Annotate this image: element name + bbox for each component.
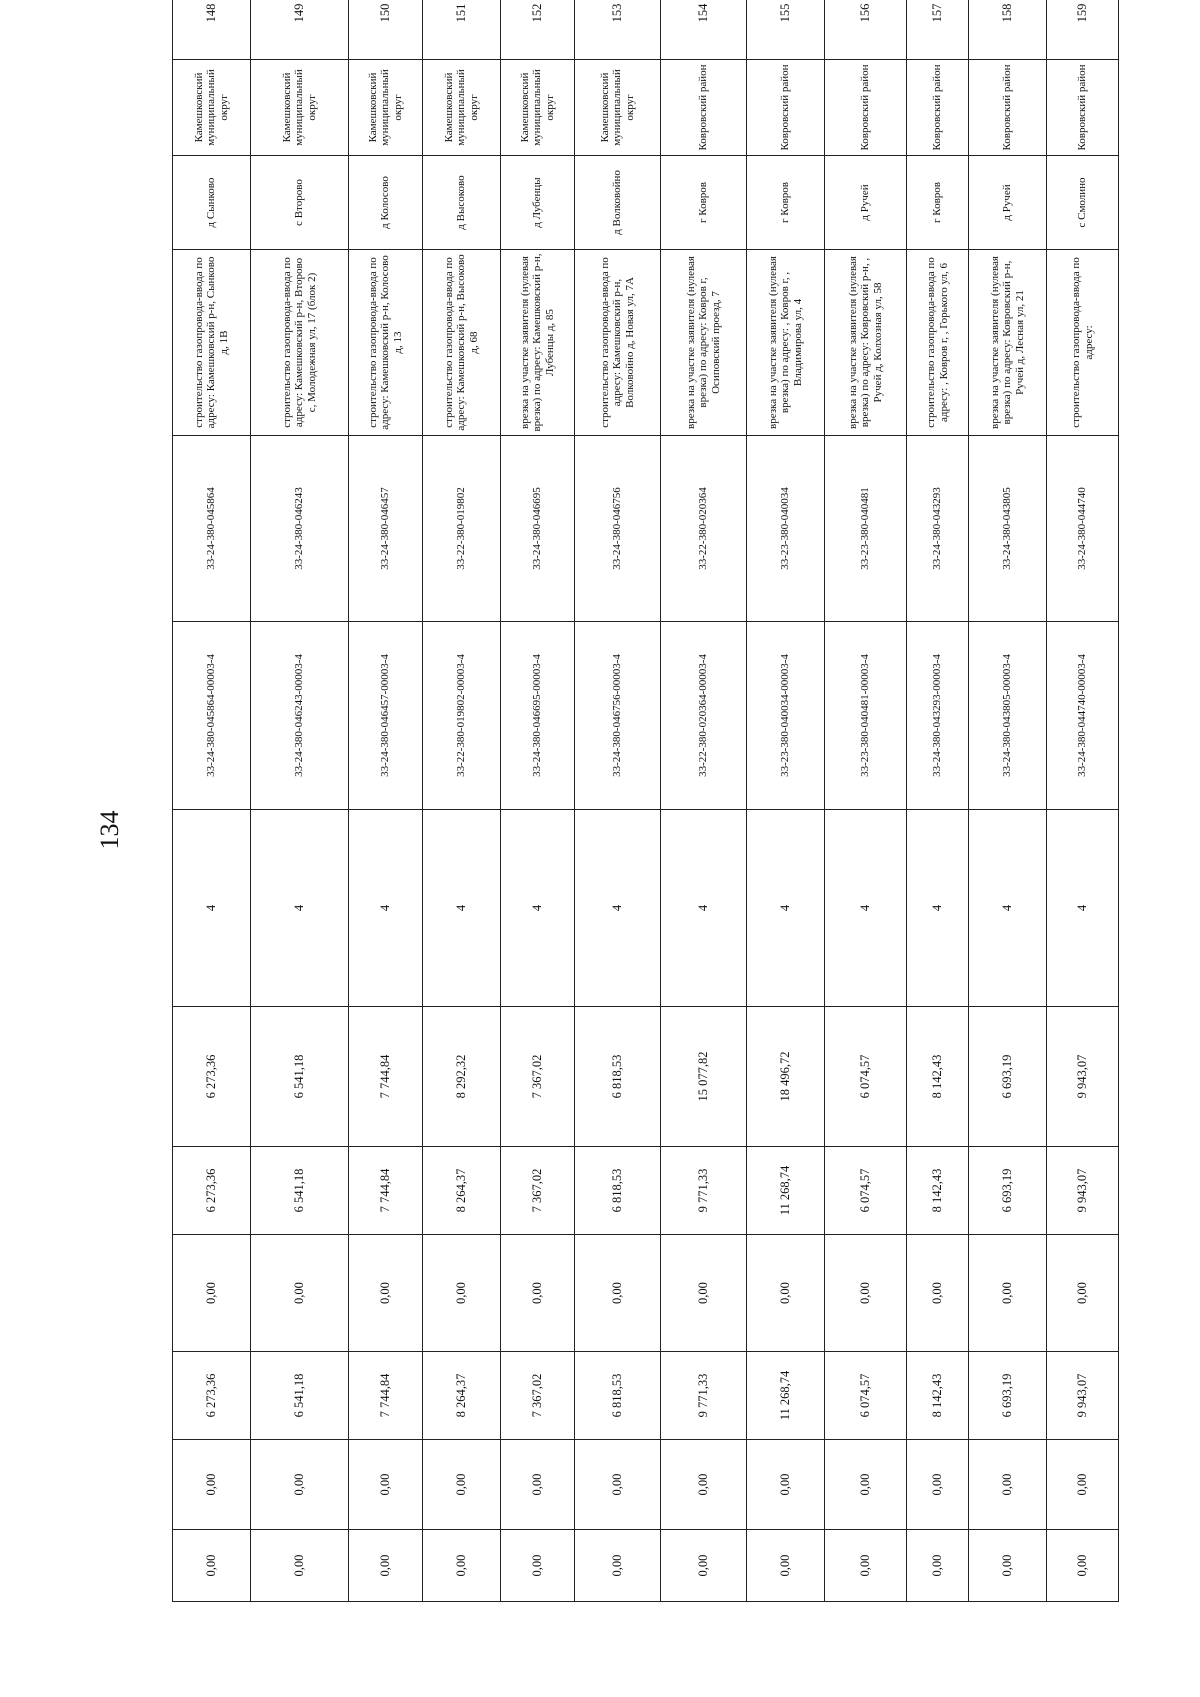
value-col-6: 0,00 <box>423 1530 501 1602</box>
table-row <box>423 0 501 1602</box>
full-code-cell: 33-24-380-046695-00003-4 <box>501 622 575 810</box>
value-col-6: 0,00 <box>969 1530 1047 1602</box>
table-row <box>825 0 907 1602</box>
value-col-2: 6 693,19 <box>969 1147 1047 1235</box>
value-col-1: 8 292,32 <box>423 1007 501 1147</box>
district-cell: Камешковский муниципальный округ <box>575 60 661 156</box>
value-col-5: 0,00 <box>501 1440 575 1530</box>
row-number-cell: 148 <box>173 0 251 60</box>
value-col-2: 6 818,53 <box>575 1147 661 1235</box>
table-row <box>501 0 575 1602</box>
value-col-4: 7 367,02 <box>501 1352 575 1440</box>
value-col-5: 0,00 <box>747 1440 825 1530</box>
value-col-4: 11 268,74 <box>747 1352 825 1440</box>
table-body <box>173 0 1119 1602</box>
value-col-1: 7 367,02 <box>501 1007 575 1147</box>
full-code-cell: 33-24-380-046756-00003-4 <box>575 622 661 810</box>
value-col-5: 0,00 <box>575 1440 661 1530</box>
category-cell: 4 <box>251 810 349 1007</box>
settlement-cell: с Смолино <box>1047 156 1119 250</box>
category-cell: 4 <box>423 810 501 1007</box>
full-code-cell: 33-24-380-043293-00003-4 <box>907 622 969 810</box>
code-cell: 33-24-380-045864 <box>173 436 251 622</box>
category-cell: 4 <box>747 810 825 1007</box>
settlement-cell: д Высоково <box>423 156 501 250</box>
district-cell: Камешковский муниципальный округ <box>423 60 501 156</box>
description-cell: строительство газопровода-ввода по адресу: Камешковский р-н, Высоково д, 68 <box>423 250 501 436</box>
value-col-5: 0,00 <box>1047 1440 1119 1530</box>
table-container <box>172 3 1118 1602</box>
row-number-cell: 159 <box>1047 0 1119 60</box>
category-cell: 4 <box>1047 810 1119 1007</box>
row-number-cell: 158 <box>969 0 1047 60</box>
value-col-4: 9 771,33 <box>661 1352 747 1440</box>
category-cell: 4 <box>661 810 747 1007</box>
value-col-1: 6 818,53 <box>575 1007 661 1147</box>
value-col-4: 7 744,84 <box>349 1352 423 1440</box>
value-col-3: 0,00 <box>1047 1235 1119 1352</box>
table-row <box>173 0 251 1602</box>
value-col-3: 0,00 <box>349 1235 423 1352</box>
category-cell: 4 <box>575 810 661 1007</box>
rotated-table-frame <box>172 3 1118 1602</box>
value-col-5: 0,00 <box>423 1440 501 1530</box>
value-col-2: 6 074,57 <box>825 1147 907 1235</box>
value-col-6: 0,00 <box>661 1530 747 1602</box>
district-cell: Ковровский район <box>661 60 747 156</box>
row-number-cell: 153 <box>575 0 661 60</box>
value-col-6: 0,00 <box>501 1530 575 1602</box>
table-row <box>661 0 747 1602</box>
description-cell: врезка на участке заявителя (нулевая врезка) по адресу: Камешковский р-н, Лубенцы д, 85 <box>501 250 575 436</box>
full-code-cell: 33-24-380-046243-00003-4 <box>251 622 349 810</box>
description-cell: строительство газопровода-ввода по адресу: Камешковский р-н, Сынково д, 1В <box>173 250 251 436</box>
code-cell: 33-24-380-046457 <box>349 436 423 622</box>
value-col-2: 9 771,33 <box>661 1147 747 1235</box>
full-code-cell: 33-23-380-040481-00003-4 <box>825 622 907 810</box>
code-cell: 33-23-380-040481 <box>825 436 907 622</box>
value-col-5: 0,00 <box>251 1440 349 1530</box>
value-col-1: 6 074,57 <box>825 1007 907 1147</box>
row-number-cell: 149 <box>251 0 349 60</box>
category-cell: 4 <box>349 810 423 1007</box>
value-col-1: 8 142,43 <box>907 1007 969 1147</box>
category-cell: 4 <box>969 810 1047 1007</box>
value-col-3: 0,00 <box>747 1235 825 1352</box>
value-col-3: 0,00 <box>423 1235 501 1352</box>
table-row <box>251 0 349 1602</box>
table-row <box>907 0 969 1602</box>
settlement-cell: д Волковойно <box>575 156 661 250</box>
district-cell: Камешковский муниципальный округ <box>251 60 349 156</box>
description-cell: врезка на участке заявителя (нулевая врезка) по адресу: Ковровский р-н, Ручей д, Лесная ул, 21 <box>969 250 1047 436</box>
district-cell: Ковровский район <box>907 60 969 156</box>
value-col-4: 8 264,37 <box>423 1352 501 1440</box>
full-code-cell: 33-22-380-019802-00003-4 <box>423 622 501 810</box>
district-cell: Ковровский район <box>747 60 825 156</box>
value-col-4: 6 693,19 <box>969 1352 1047 1440</box>
settlement-cell: г Ковров <box>907 156 969 250</box>
code-cell: 33-24-380-044740 <box>1047 436 1119 622</box>
full-code-cell: 33-24-380-044740-00003-4 <box>1047 622 1119 810</box>
value-col-5: 0,00 <box>349 1440 423 1530</box>
code-cell: 33-22-380-020364 <box>661 436 747 622</box>
description-cell: строительство газопровода-ввода по адресу: Камешковский р-н, Волковойно д, Новая ул, 7А <box>575 250 661 436</box>
full-code-cell: 33-22-380-020364-00003-4 <box>661 622 747 810</box>
code-cell: 33-23-380-040034 <box>747 436 825 622</box>
value-col-4: 6 818,53 <box>575 1352 661 1440</box>
description-cell: строительство газопровода-ввода по адресу: <box>1047 250 1119 436</box>
settlement-cell: г Ковров <box>747 156 825 250</box>
row-number-cell: 150 <box>349 0 423 60</box>
value-col-5: 0,00 <box>907 1440 969 1530</box>
code-cell: 33-24-380-046756 <box>575 436 661 622</box>
value-col-5: 0,00 <box>173 1440 251 1530</box>
value-col-4: 6 273,36 <box>173 1352 251 1440</box>
value-col-1: 7 744,84 <box>349 1007 423 1147</box>
category-cell: 4 <box>501 810 575 1007</box>
settlement-cell: д Ручей <box>825 156 907 250</box>
row-number-cell: 152 <box>501 0 575 60</box>
value-col-2: 7 367,02 <box>501 1147 575 1235</box>
code-cell: 33-24-380-046695 <box>501 436 575 622</box>
value-col-2: 6 541,18 <box>251 1147 349 1235</box>
district-cell: Камешковский муниципальный округ <box>173 60 251 156</box>
value-col-4: 6 074,57 <box>825 1352 907 1440</box>
district-cell: Ковровский район <box>1047 60 1119 156</box>
value-col-6: 0,00 <box>349 1530 423 1602</box>
settlement-cell: д Колосово <box>349 156 423 250</box>
value-col-4: 8 142,43 <box>907 1352 969 1440</box>
value-col-2: 7 744,84 <box>349 1147 423 1235</box>
settlement-cell: с Второво <box>251 156 349 250</box>
value-col-3: 0,00 <box>661 1235 747 1352</box>
description-cell: строительство газопровода-ввода по адресу: Камешковский р-н, Второво с, Молодежная ул, 17 (блок 2) <box>251 250 349 436</box>
value-col-3: 0,00 <box>251 1235 349 1352</box>
value-col-6: 0,00 <box>907 1530 969 1602</box>
value-col-1: 6 273,36 <box>173 1007 251 1147</box>
code-cell: 33-24-380-046243 <box>251 436 349 622</box>
settlement-cell: д Лубенцы <box>501 156 575 250</box>
value-col-1: 18 496,72 <box>747 1007 825 1147</box>
full-code-cell: 33-24-380-046457-00003-4 <box>349 622 423 810</box>
table-row <box>747 0 825 1602</box>
table-row <box>349 0 423 1602</box>
value-col-2: 9 943,07 <box>1047 1147 1119 1235</box>
value-col-4: 9 943,07 <box>1047 1352 1119 1440</box>
value-col-1: 9 943,07 <box>1047 1007 1119 1147</box>
row-number-cell: 157 <box>907 0 969 60</box>
value-col-4: 6 541,18 <box>251 1352 349 1440</box>
value-col-2: 11 268,74 <box>747 1147 825 1235</box>
description-cell: строительство газопровода-ввода по адресу: , Ковров г, , Горького ул, 6 <box>907 250 969 436</box>
full-code-cell: 33-24-380-043805-00003-4 <box>969 622 1047 810</box>
value-col-3: 0,00 <box>575 1235 661 1352</box>
value-col-2: 8 142,43 <box>907 1147 969 1235</box>
value-col-1: 15 077,82 <box>661 1007 747 1147</box>
value-col-2: 6 273,36 <box>173 1147 251 1235</box>
table-row <box>969 0 1047 1602</box>
value-col-6: 0,00 <box>251 1530 349 1602</box>
table-row <box>575 0 661 1602</box>
value-col-6: 0,00 <box>575 1530 661 1602</box>
value-col-6: 0,00 <box>825 1530 907 1602</box>
page-number: 134 <box>95 810 124 850</box>
row-number-cell: 151 <box>423 0 501 60</box>
value-col-3: 0,00 <box>969 1235 1047 1352</box>
value-col-6: 0,00 <box>173 1530 251 1602</box>
value-col-6: 0,00 <box>1047 1530 1119 1602</box>
code-cell: 33-24-380-043805 <box>969 436 1047 622</box>
table-row <box>1047 0 1119 1602</box>
row-number-cell: 156 <box>825 0 907 60</box>
value-col-5: 0,00 <box>825 1440 907 1530</box>
value-col-1: 6 693,19 <box>969 1007 1047 1147</box>
code-cell: 33-24-380-043293 <box>907 436 969 622</box>
value-col-3: 0,00 <box>825 1235 907 1352</box>
description-cell: врезка на участке заявителя (нулевая врезка) по адресу: Ковровский р-н, , Ручей д, Колхозная ул, 58 <box>825 250 907 436</box>
category-cell: 4 <box>825 810 907 1007</box>
row-number-cell: 155 <box>747 0 825 60</box>
category-cell: 4 <box>173 810 251 1007</box>
full-code-cell: 33-23-380-040034-00003-4 <box>747 622 825 810</box>
description-cell: врезка на участке заявителя (нулевая врезка) по адресу: Ковров г, Осиповский проезд, 7 <box>661 250 747 436</box>
district-cell: Камешковский муниципальный округ <box>501 60 575 156</box>
description-cell: врезка на участке заявителя (нулевая врезка) по адресу: , Ковров г, , Владимирова ул, 4 <box>747 250 825 436</box>
value-col-5: 0,00 <box>969 1440 1047 1530</box>
value-col-6: 0,00 <box>747 1530 825 1602</box>
district-cell: Ковровский район <box>825 60 907 156</box>
settlement-cell: д Сынково <box>173 156 251 250</box>
value-col-3: 0,00 <box>501 1235 575 1352</box>
row-number-cell: 154 <box>661 0 747 60</box>
value-col-5: 0,00 <box>661 1440 747 1530</box>
district-cell: Камешковский муниципальный округ <box>349 60 423 156</box>
district-cell: Ковровский район <box>969 60 1047 156</box>
full-code-cell: 33-24-380-045864-00003-4 <box>173 622 251 810</box>
settlement-cell: г Ковров <box>661 156 747 250</box>
code-cell: 33-22-380-019802 <box>423 436 501 622</box>
settlement-cell: д Ручей <box>969 156 1047 250</box>
category-cell: 4 <box>907 810 969 1007</box>
description-cell: строительство газопровода-ввода по адресу: Камешковский р-н, Колосово д, 13 <box>349 250 423 436</box>
value-col-1: 6 541,18 <box>251 1007 349 1147</box>
value-col-3: 0,00 <box>173 1235 251 1352</box>
value-col-3: 0,00 <box>907 1235 969 1352</box>
data-table <box>172 0 1119 1602</box>
value-col-2: 8 264,37 <box>423 1147 501 1235</box>
